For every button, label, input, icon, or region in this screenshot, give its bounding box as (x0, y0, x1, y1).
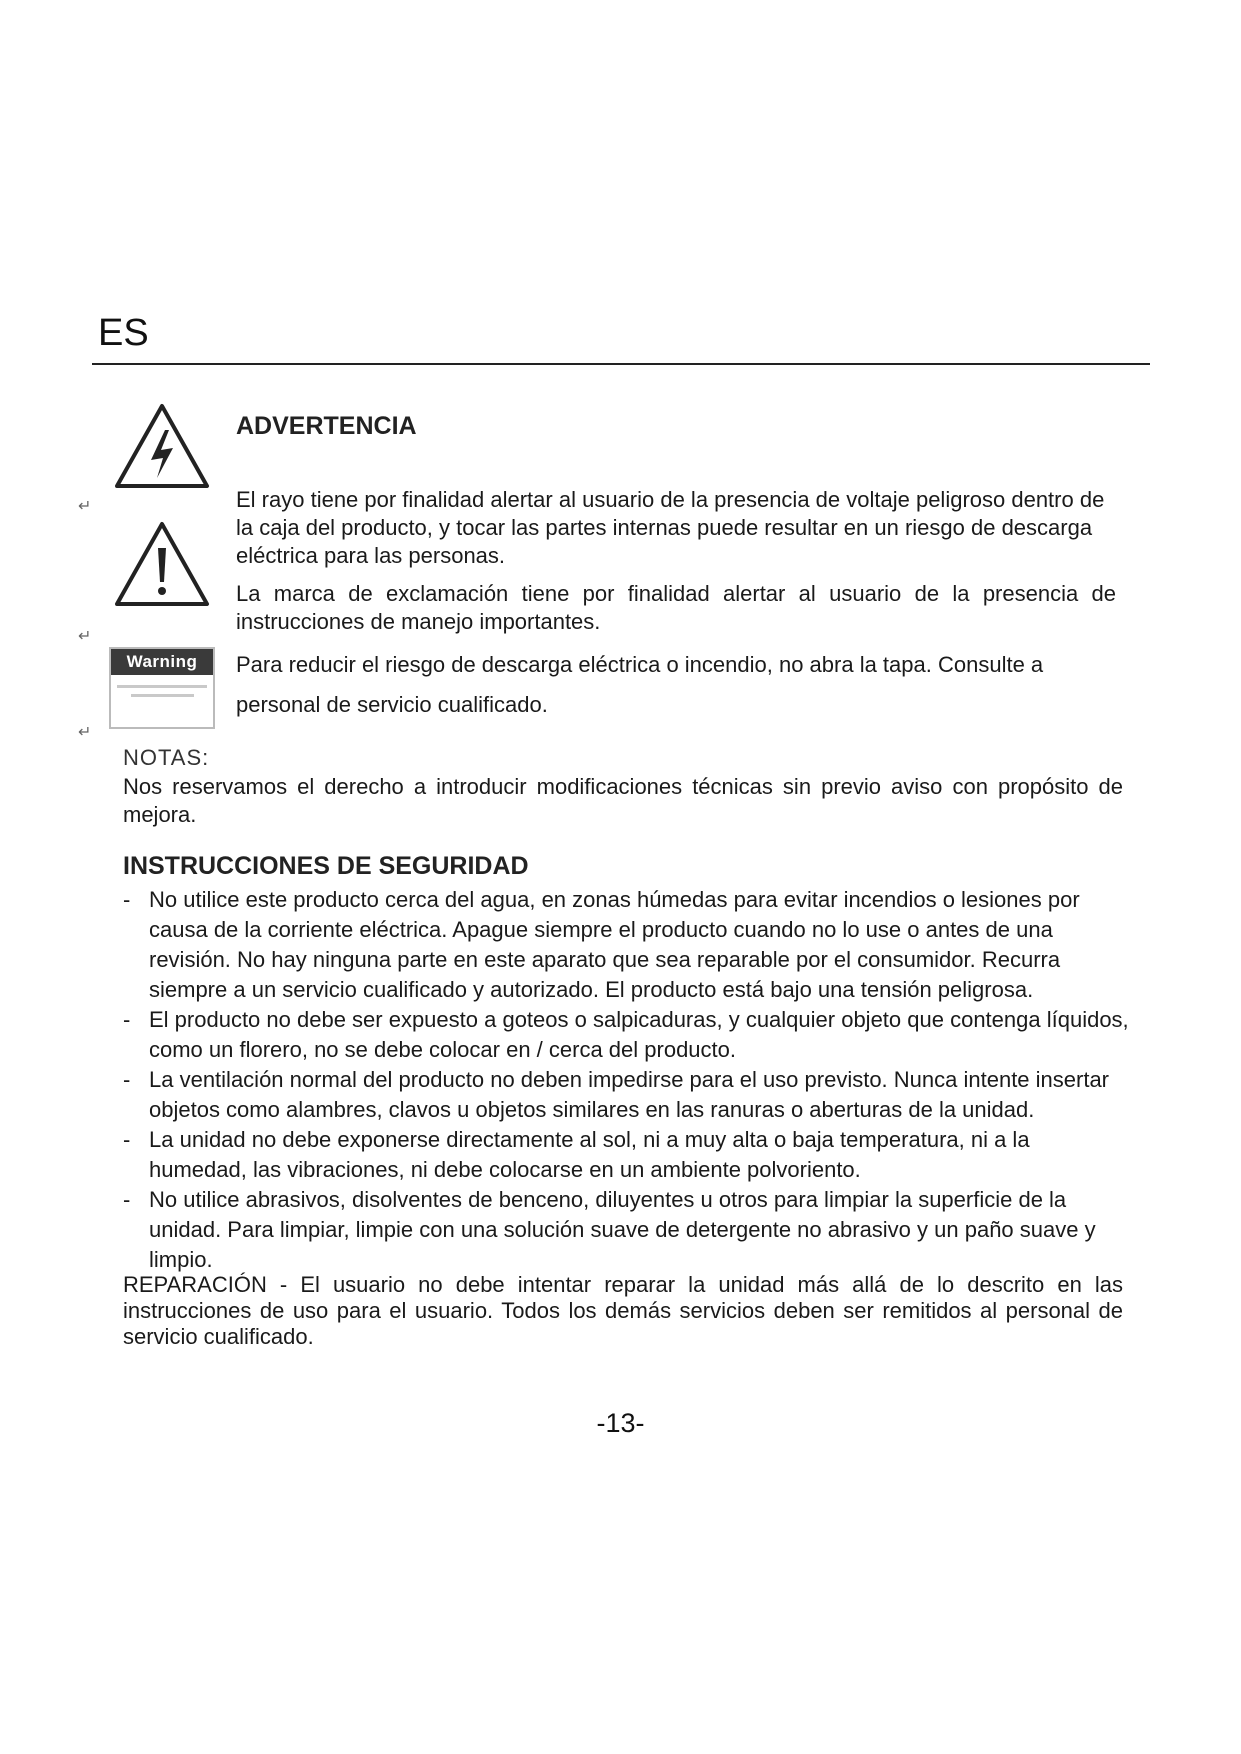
warning-label-heading: Warning (111, 649, 213, 675)
return-mark-icon: ↵ (78, 628, 92, 645)
repair-notice: REPARACIÓN - El usuario no debe intentar reparar la unidad más allá de lo descrito en las instrucciones de uso para el usuario. Todos los demás servicios deben ser remitidos al personal de servicio cualificado. (123, 1272, 1123, 1349)
electric-shock-warning-icon (113, 402, 211, 490)
page-number: -13- (596, 1408, 645, 1438)
exclamation-warning-icon (113, 520, 211, 608)
safety-item: - La unidad no debe exponerse directamente al sol, ni a muy alta o baja temperatura, ni a la humedad, las vibraciones, ni debe colocarse en un ambiente polvoriento. (123, 1127, 1030, 1182)
return-mark-icon: ↵ (78, 498, 92, 515)
safety-list (123, 885, 1133, 1275)
safety-item: - La ventilación normal del producto no deben impedirse para el uso previsto. Nunca intente insertar objetos como alambres, clavos u objetos similares en las ranuras o aberturas de la unidad. (123, 1067, 1110, 1122)
return-mark-icon: ↵ (78, 724, 92, 741)
exclamation-paragraph: La marca de exclamación tiene por finalidad alertar al usuario de la presencia de instrucciones de manejo importantes. (236, 581, 1116, 634)
safety-title: INSTRUCCIONES DE SEGURIDAD (123, 852, 529, 880)
safety-item: - El producto no debe ser expuesto a goteos o salpicaduras, y cualquier objeto que contenga líquidos, como un florero, no se debe colocar en / cerca del producto. (123, 1007, 1129, 1062)
safety-item: - No utilice este producto cerca del agua, en zonas húmedas para evitar incendios o lesiones por causa de la corriente eléctrica. Apague siempre el producto cuando no lo use o antes de una revisión. No hay ninguna parte en este aparato que sea reparable por el consumidor. Recurra siempre a un servicio cualificado y autorizado. El producto está bajo una tensión peligrosa. (123, 887, 1080, 1002)
notes-text: Nos reservamos el derecho a introducir modificaciones técnicas sin previo aviso con propósito de mejora. (123, 774, 1123, 827)
safety-item: - No utilice abrasivos, disolventes de benceno, diluyentes u otros para limpiar la superficie de la unidad. Para limpiar, limpie con una solución suave de detergente no abrasivo y un paño suave y limpio. (123, 1187, 1096, 1272)
lightning-paragraph: El rayo tiene por finalidad alertar al usuario de la presencia de voltaje peligroso dentro de la caja del producto, y tocar las partes internas puede resultar en un riesgo de descarga eléctrica para las personas. (236, 487, 1105, 568)
warning-label-icon (109, 647, 215, 729)
shock-risk-paragraph: Para reducir el riesgo de descarga eléctrica o incendio, no abra la tapa. Consulte a personal de servicio cualificado. (236, 652, 1044, 717)
language-code: ES (98, 312, 149, 354)
notes-title: NOTAS: (123, 745, 210, 770)
header-divider (92, 363, 1150, 365)
warning-title: ADVERTENCIA (236, 412, 417, 440)
